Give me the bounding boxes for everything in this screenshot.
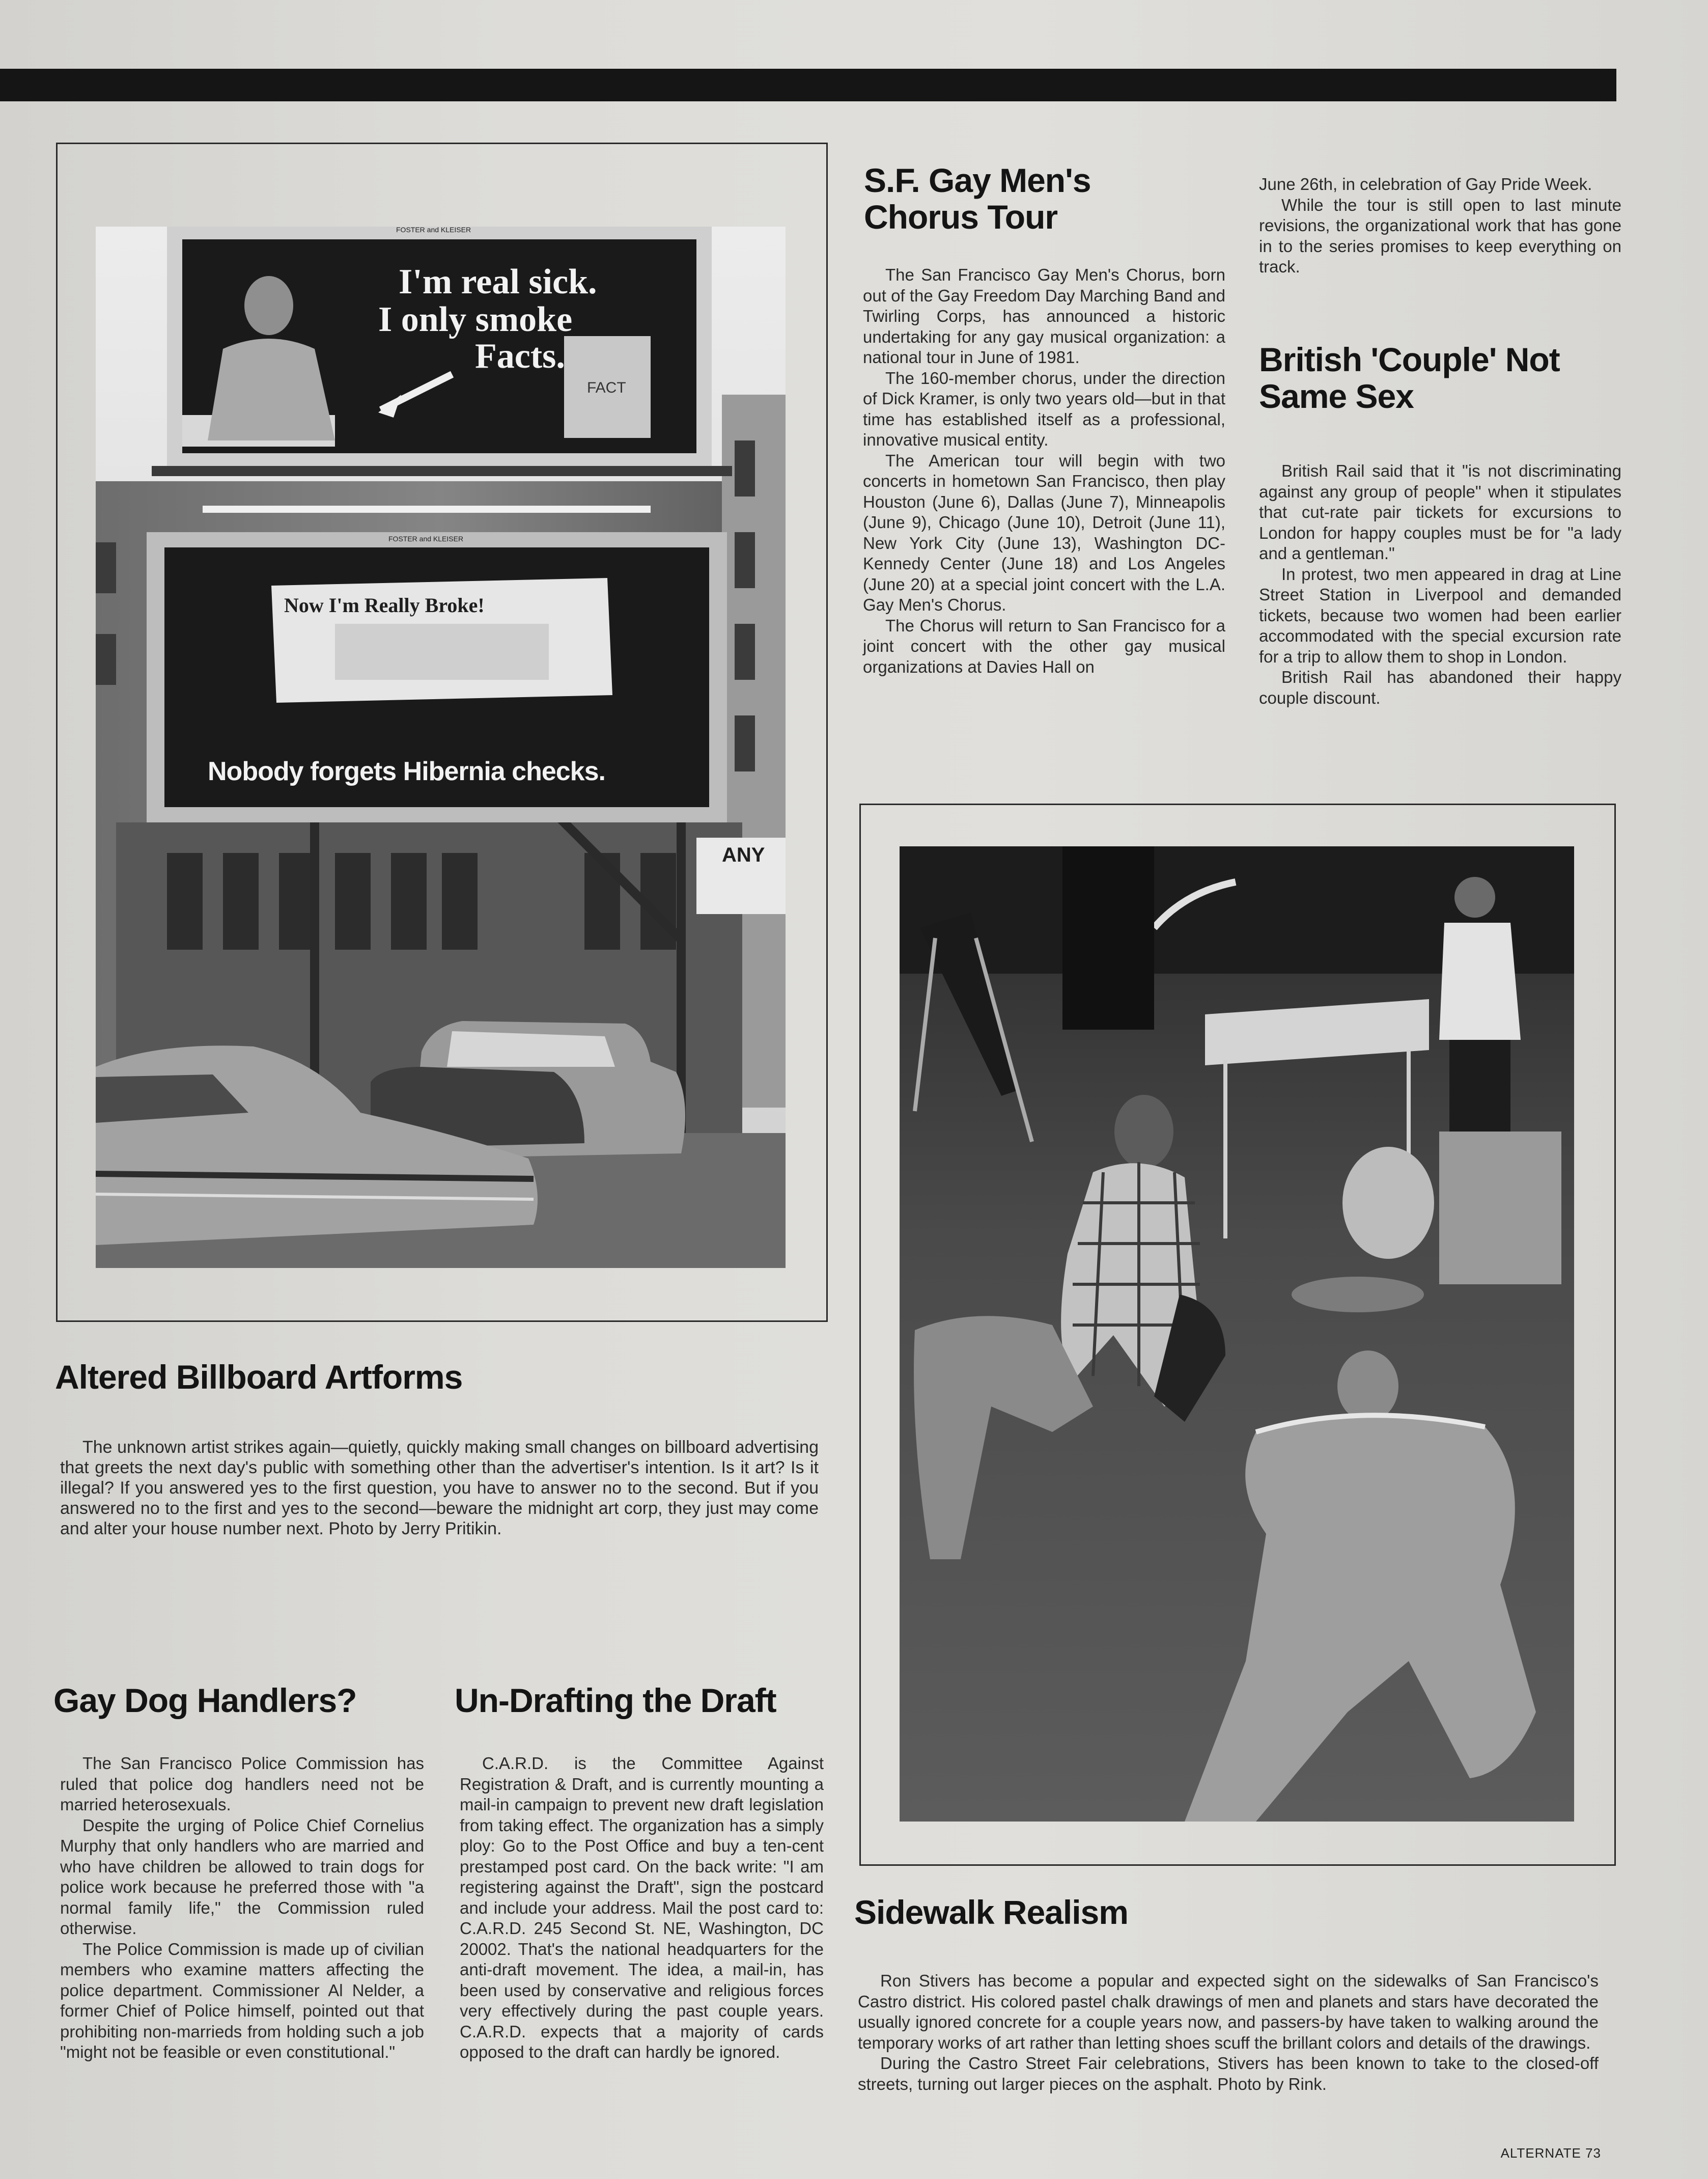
sidewalk-photo [900,846,1574,1822]
top-rule-bar [0,69,1616,101]
chorus-paragraph-4: The Chorus will return to San Francisco for a joint concert with the other gay musical organizations at Davies Hall on [863,616,1225,676]
gay-dog-paragraph-3: The Police Commission is made up of civilian members who examine matters affecting the police department. Commissioner Al Nelder, a former Chief of Police himself, pointed out that prohibiting non-marrieds from holding such a job "might not be feasible or even constitutional." [60,1939,424,2061]
bottom-billboard-tagline: Nobody forgets Hibernia checks. [208,757,605,786]
sidewalk-paragraph-2: During the Castro Street Fair celebrations, Stivers has been known to take to the closed-off streets, turning out larger pieces on the asphalt. Photo by Rink. [858,2054,1599,2093]
chorus-headline-line2: Chorus Tour [864,198,1058,236]
undrafting-headline: Un-Drafting the Draft [455,1681,776,1719]
gay-dog-body [60,1753,424,2063]
top-billboard-brand: FACT [587,379,626,396]
chorus-headline [864,162,1091,235]
british-paragraph-1: British Rail said that it "is not discriminating against any group of people" when it stipulates that cut-rate pair tickets for excursions to London for happy couples must be for "a lady and a gentleman." [1259,461,1621,563]
bottom-billboard-company: FOSTER and KLEISER [388,535,464,543]
british-paragraph-2: In protest, two men appeared in drag at Line Street Station in Liverpool and demanded tickets, because two women had been earlier accommodated with the special excursion rate for a trip to allow them to shop in London. [1259,564,1621,666]
gay-dog-paragraph-2: Despite the urging of Police Chief Cornelius Murphy that only handlers who are married and who have children be allowed to train dogs for police work because he preferred those with "a normal family life," the Commission ruled otherwise. [60,1815,424,1938]
chorus-continuation-1: June 26th, in celebration of Gay Pride Week. [1259,175,1592,194]
billboard-photo [96,227,786,1268]
chorus-continuation [1259,174,1621,278]
altered-billboard-paragraph-1: The unknown artist strikes again—quietly, quickly making small changes on billboard advertising that greets the next day's public with something other than the advertiser's intention. Is it art? Is it illegal? If you answered yes to the first question, you have to answer no to the second. But if you answered no to the first and yes to the second—beware the midnight art corp, they just may come and alter your house number next. Photo by Jerry Pritikin. [60,1438,819,1538]
chorus-headline-line1: S.F. Gay Men's [864,161,1091,199]
chorus-paragraph-2: The 160-member chorus, under the direction of Dick Kramer, is only two years old—but in that time has established itself as a professional, innovative musical entity. [863,368,1225,449]
undrafting-body [460,1753,824,2063]
gay-dog-paragraph-1: The San Francisco Police Commission has ruled that police dog handlers need not be married heterosexuals. [60,1754,424,1814]
chorus-paragraph-3: The American tour will begin with two concerts in hometown San Francisco, then play Houston (June 6), Dallas (June 7), Minneapolis (June 9), Chicago (June 10), Detroit (June 11), New York City (June 13), Washington DC-Kennedy Center (June 18) and Los Angeles (June 20) at a special joint concert with the L.A. Gay Men's Chorus. [863,451,1225,614]
chorus-body [863,265,1225,677]
top-billboard-line1: I'm real sick. [399,262,597,301]
gay-dog-headline: Gay Dog Handlers? [53,1681,357,1719]
page-folio: ALTERNATE 73 [1500,2145,1601,2161]
bottom-billboard-check-text: Now I'm Really Broke! [284,594,485,617]
british-headline-line2: Same Sex [1259,377,1414,415]
british-paragraph-3: British Rail has abandoned their happy couple discount. [1259,668,1621,707]
altered-billboard-body [60,1437,819,1539]
chorus-paragraph-1: The San Francisco Gay Men's Chorus, born out of the Gay Freedom Day Marching Band and Twirling Corps, has announced a historic undertaking for any gay musical organization: a national tour in June of 1981. [863,265,1225,367]
sidewalk-photo-image [900,846,1574,1822]
top-billboard-line2: I only smoke [378,300,573,339]
british-headline-line1: British 'Couple' Not [1259,341,1560,378]
british-headline [1259,341,1560,415]
street-sign-text: ANY [722,844,765,866]
sidewalk-body [858,1971,1599,2094]
british-body [1259,461,1621,708]
sidewalk-paragraph-1: Ron Stivers has become a popular and expected sight on the sidewalks of San Francisco's Castro district. His colored pastel chalk drawings of men and planets and stars have decorated the usually ignored concrete for a couple years now, and passers-by have taken to walking around the temporary works of art rather than letting shoes scuff the brillant colors and details of the drawings. [858,1971,1599,2052]
chorus-continuation-2: While the tour is still open to last minute revisions, the organizational work that has gone in to the series promises to keep everything on track. [1259,195,1621,276]
undrafting-paragraph-1: C.A.R.D. is the Committee Against Registration & Draft, and is currently mounting a mail-in campaign to prevent new draft legislation from taking effect. The organization has a simply ploy: Go to the Post Office and buy a ten-cent prestamped post card. On the back write: "I am registering against the Draft", sign the postcard and include your address. Mail the post card to: C.A.R.D. 245 Second St. NE, Washington, DC 20002. That's the national headquarters for the anti-draft movement. The idea, a mail-in, has been used by conservative and religious forces very effectively during the past couple years. C.A.R.D. expects that a majority of cards opposed to the draft can hardly be ignored. [460,1754,824,2061]
top-billboard-line3: Facts. [475,337,565,376]
sidewalk-headline: Sidewalk Realism [854,1893,1128,1931]
altered-billboard-headline: Altered Billboard Artforms [55,1358,463,1396]
billboard-photo-image [96,227,786,1268]
top-billboard-company: FOSTER and KLEISER [396,227,471,234]
